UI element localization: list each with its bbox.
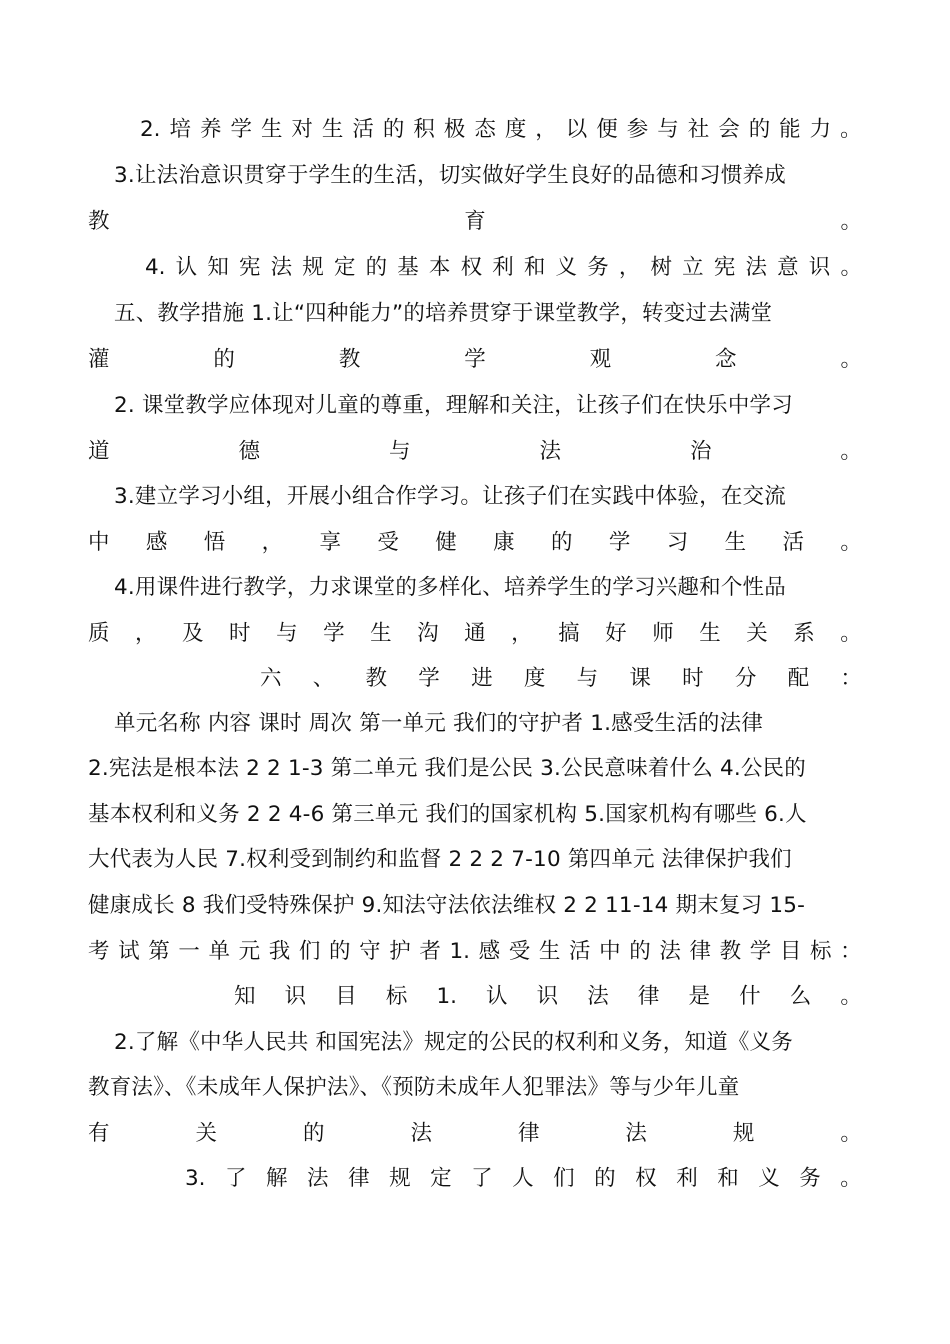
text-token: 健 [435, 530, 457, 555]
text-token: 标 [385, 984, 408, 1009]
text-token: 宪 [238, 255, 261, 280]
text-token: 学 [608, 530, 631, 555]
text-token: 学 [418, 666, 440, 691]
text-token: 度 [504, 117, 527, 142]
text-token: 法 [625, 1121, 647, 1146]
text-token: 生 [699, 621, 721, 646]
text-token: 以 [565, 117, 588, 142]
text-token: 灌 [88, 347, 110, 372]
paragraph-line-18: 健康成长 8 我们受特殊保护 9.知法守法依法维权 2 2 11-14 期末复习 15- [88, 893, 806, 918]
text-token: ， [261, 530, 284, 555]
text-token: 感 [478, 939, 501, 964]
text-token: 义 [555, 255, 578, 280]
text-token: 试 [118, 939, 140, 964]
text-token: 沟 [417, 621, 439, 646]
text-token: 一 [178, 939, 200, 964]
paragraph-line-1 [140, 112, 862, 148]
text-token: 生 [370, 621, 392, 646]
text-token: 认 [175, 255, 198, 280]
section-heading-schedule [260, 661, 862, 697]
text-token: 利 [492, 255, 514, 280]
paragraph-line-4 [145, 250, 862, 286]
text-token: 配 [787, 666, 810, 691]
text-token: 力 [809, 117, 832, 142]
paragraph-line-5: 五、教学措施 1.让“四种能力”的培养贯穿于课堂教学，转变过去满堂 [114, 301, 773, 326]
text-token: 能 [779, 117, 801, 142]
text-token: ， [511, 621, 533, 646]
paragraph-line-9: 3.建立学习小组，开展小组合作学习。让孩子们在实践中体验，在交流 [114, 484, 786, 509]
text-token: 了 [471, 1166, 493, 1191]
text-token: 悟 [203, 530, 226, 555]
text-token: 认 [486, 984, 508, 1009]
text-token: 解 [266, 1166, 288, 1191]
text-token: 2. [140, 117, 161, 142]
paragraph-line-20 [234, 979, 862, 1015]
paragraph-line-23 [88, 1116, 862, 1152]
text-token: ， [535, 117, 557, 142]
text-token: 教 [365, 666, 388, 691]
text-token: 社 [687, 117, 710, 142]
text-token: 进 [471, 666, 493, 691]
paragraph-line-22: 教育法》、《未成年人保护法》、《预防未成年人犯罪法》等与少年儿童 [88, 1075, 740, 1100]
text-token: 么 [789, 984, 812, 1009]
text-token: 活 [782, 530, 805, 555]
text-token: 。 [840, 439, 862, 464]
text-token: 与 [657, 117, 679, 142]
paragraph-line-7: 2. 课堂教学应体现对儿童的尊重，理解和关注，让孩子们在快乐中学习 [114, 393, 793, 418]
text-token: 法 [659, 939, 681, 964]
text-token: 教 [338, 347, 361, 372]
text-token: 1. [449, 939, 471, 964]
text-token: 便 [596, 117, 618, 142]
text-token: 法 [745, 255, 767, 280]
text-token: 活 [569, 939, 591, 964]
text-token: 道 [88, 439, 110, 464]
text-token: 本 [428, 255, 451, 280]
text-token: 。 [840, 1166, 862, 1191]
text-token: 人 [512, 1166, 534, 1191]
text-token: 极 [443, 117, 466, 142]
text-token: 感 [145, 530, 168, 555]
text-token: 度 [523, 666, 546, 691]
text-token: 习 [666, 530, 689, 555]
text-token: 学 [749, 939, 772, 964]
text-token: 的 [748, 117, 771, 142]
text-token: 树 [650, 255, 673, 280]
text-token: 3. [185, 1166, 206, 1191]
text-token: 系 [793, 621, 815, 646]
text-token: 们 [553, 1166, 575, 1191]
text-token: 学 [323, 621, 345, 646]
text-token: 师 [652, 621, 674, 646]
paragraph-line-8 [88, 434, 862, 470]
text-token: 的 [213, 347, 235, 372]
text-token: 识 [284, 984, 307, 1009]
text-token: 及 [182, 621, 204, 646]
text-token: 。 [840, 347, 862, 372]
text-token: 和 [717, 1166, 739, 1191]
text-token: 的 [302, 1121, 325, 1146]
text-token: 。 [840, 1121, 862, 1146]
text-token: 法 [410, 1121, 432, 1146]
text-token: 什 [739, 984, 761, 1009]
text-token: 标 [810, 939, 832, 964]
text-token: 教 [88, 209, 110, 234]
text-token: 会 [718, 117, 740, 142]
text-token: 质 [88, 621, 110, 646]
paragraph-line-19 [88, 934, 862, 970]
text-token: 义 [758, 1166, 780, 1191]
text-token: 态 [474, 117, 496, 142]
text-token: 。 [840, 209, 862, 234]
text-token: 的 [382, 117, 405, 142]
text-token: 享 [319, 530, 342, 555]
text-token: 育 [464, 209, 486, 234]
text-token: 养 [199, 117, 222, 142]
text-token: 观 [589, 347, 612, 372]
text-token: 与 [576, 666, 599, 691]
text-token: 学 [230, 117, 252, 142]
text-token: 生 [260, 117, 283, 142]
text-token: 的 [365, 255, 388, 280]
text-token: 有 [88, 1121, 110, 1146]
text-token: 权 [635, 1166, 657, 1191]
text-token: 务 [587, 255, 609, 280]
paragraph-line-17: 大代表为人民 7.权利受到制约和监督 2 2 2 7-10 第四单元 法律保护我们 [88, 847, 792, 872]
text-token: 律 [689, 939, 712, 964]
paragraph-line-16: 基本权利和义务 2 2 4-6 第三单元 我们的国家机构 5.国家机构有哪些 6.人 [88, 802, 807, 827]
paragraph-line-24 [185, 1161, 862, 1197]
text-token: 时 [682, 666, 704, 691]
text-token: 利 [676, 1166, 698, 1191]
text-token: 定 [430, 1166, 452, 1191]
text-token: 目 [779, 939, 802, 964]
text-token: 通 [464, 621, 486, 646]
text-token: 活 [352, 117, 374, 142]
paragraph-line-3 [88, 204, 862, 240]
paragraph-line-2: 3.让法治意识贯穿于学生的生活，切实做好学生良好的品德和习惯养成 [114, 163, 786, 188]
text-token: 权 [460, 255, 483, 280]
text-token: 关 [746, 621, 768, 646]
text-token: 六 [260, 666, 282, 691]
text-token: 好 [605, 621, 627, 646]
text-token: 规 [732, 1121, 755, 1146]
text-token: ： [840, 939, 862, 964]
text-token: 法 [270, 255, 293, 280]
text-token: 规 [389, 1166, 411, 1191]
text-token: 中 [88, 530, 110, 555]
text-token: 们 [298, 939, 321, 964]
text-token: 中 [599, 939, 621, 964]
text-token: 对 [291, 117, 313, 142]
text-token: 基 [397, 255, 419, 280]
text-token: ， [618, 255, 641, 280]
text-token: 课 [629, 666, 651, 691]
text-token: 者 [419, 939, 441, 964]
text-token: 元 [238, 939, 261, 964]
text-token: 识 [536, 984, 559, 1009]
text-token: 与 [388, 439, 411, 464]
text-token: 德 [238, 439, 260, 464]
text-token: 律 [348, 1166, 370, 1191]
text-token: 的 [629, 939, 651, 964]
paragraph-line-11: 4.用课件进行教学，力求课堂的多样化、培养学生的学习兴趣和个性品 [114, 575, 786, 600]
text-token: 。 [840, 255, 862, 280]
text-token: 是 [688, 984, 710, 1009]
text-token: 。 [840, 117, 862, 142]
text-token: 律 [637, 984, 660, 1009]
text-token: 守 [359, 939, 381, 964]
text-token: 生 [321, 117, 344, 142]
text-token: 时 [229, 621, 251, 646]
text-token: 。 [840, 530, 862, 555]
text-token: 法 [539, 439, 561, 464]
text-token: 知 [207, 255, 229, 280]
text-token: 了 [225, 1166, 247, 1191]
text-token: 分 [734, 666, 757, 691]
text-token: 念 [715, 347, 737, 372]
text-token: 受 [508, 939, 531, 964]
text-token: 4. [145, 255, 166, 280]
text-token: 1. [436, 984, 457, 1009]
text-token: 务 [799, 1166, 821, 1191]
text-token: ： [840, 666, 862, 691]
text-token: 学 [464, 347, 486, 372]
text-token: 搞 [558, 621, 580, 646]
text-token: 。 [840, 621, 862, 646]
text-token: 积 [413, 117, 435, 142]
text-token: 考 [88, 939, 110, 964]
text-token: 立 [682, 255, 704, 280]
text-token: 和 [523, 255, 546, 280]
text-token: 我 [268, 939, 291, 964]
text-token: 的 [551, 530, 573, 555]
paragraph-line-14: 单元名称 内容 课时 周次 第一单元 我们的守护者 1.感受生活的法律 [114, 711, 764, 736]
text-token: 生 [538, 939, 561, 964]
paragraph-line-21: 2.了解《中华人民共 和国宪法》规定的公民的权利和义务，知道《义务 [114, 1030, 793, 1055]
text-token: 第 [148, 939, 170, 964]
text-token: 。 [840, 984, 862, 1009]
text-token: 与 [276, 621, 298, 646]
text-token: 知 [234, 984, 256, 1009]
text-token: 培 [169, 117, 191, 142]
text-token: 宪 [713, 255, 736, 280]
text-token: 识 [808, 255, 831, 280]
text-token: 生 [724, 530, 747, 555]
text-token: 受 [377, 530, 399, 555]
text-token: 律 [517, 1121, 540, 1146]
text-token: 参 [626, 117, 649, 142]
text-token: 的 [594, 1166, 616, 1191]
text-token: ， [135, 621, 157, 646]
paragraph-line-12 [88, 616, 862, 652]
paragraph-line-6 [88, 342, 862, 378]
text-token: 的 [329, 939, 351, 964]
text-token: 定 [333, 255, 356, 280]
text-token: 康 [493, 530, 515, 555]
paragraph-line-15: 2.宪法是根本法 2 2 1-3 第二单元 我们是公民 3.公民意味着什么 4.公民的 [88, 756, 806, 781]
paragraph-line-10 [88, 525, 862, 561]
text-token: 单 [208, 939, 231, 964]
text-token: 法 [307, 1166, 329, 1191]
text-token: 目 [335, 984, 357, 1009]
text-token: 意 [777, 255, 799, 280]
text-token: 关 [195, 1121, 217, 1146]
text-token: 法 [587, 984, 609, 1009]
text-token: 教 [719, 939, 742, 964]
text-token: 护 [389, 939, 411, 964]
text-token: 规 [302, 255, 324, 280]
text-token: 、 [312, 666, 335, 691]
text-token: 治 [689, 439, 712, 464]
